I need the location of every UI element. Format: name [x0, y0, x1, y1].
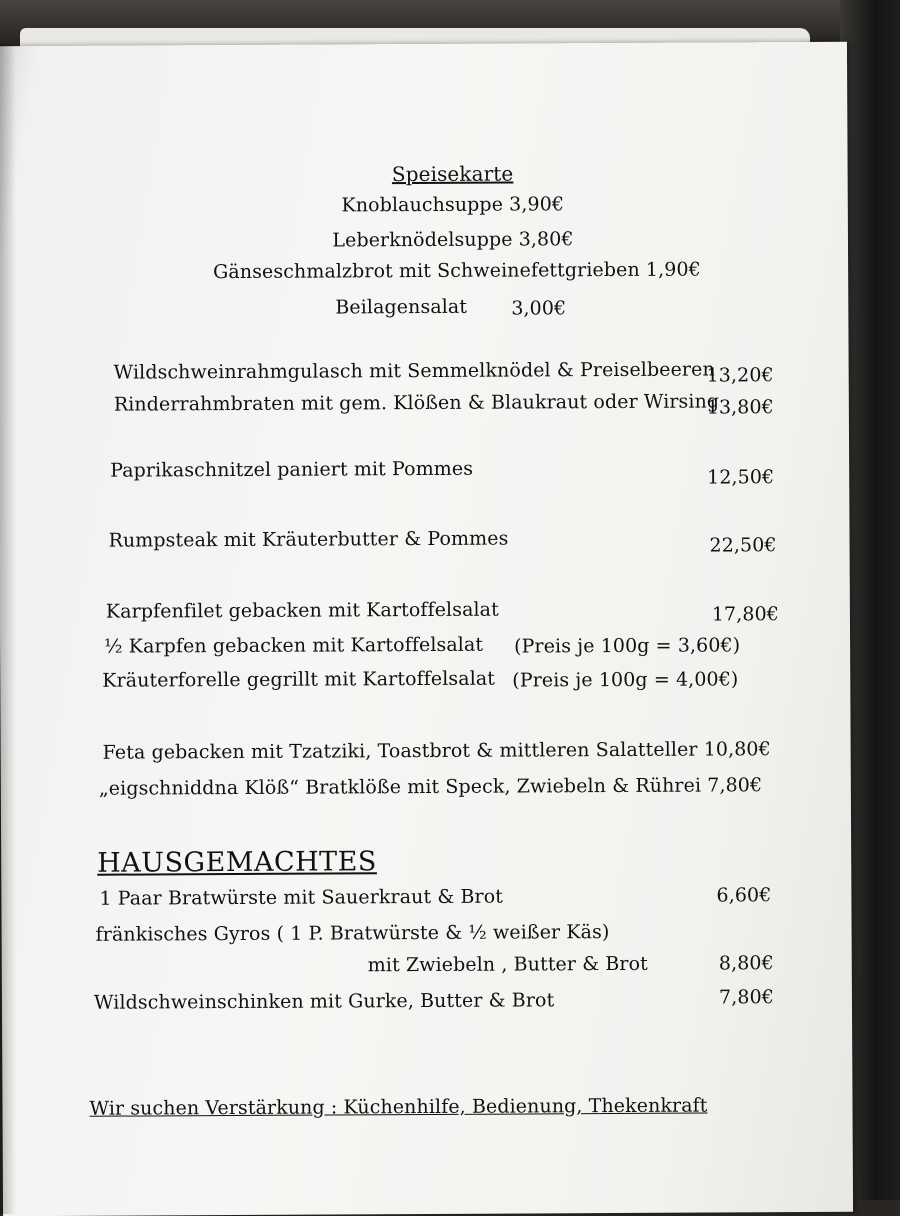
main-wildschweinrahmgulasch-name: Wildschweinrahmgulasch mit Semmelknödel & Preiselbeeren: [113, 358, 715, 384]
main-karpfenfilet-price: 17,80€: [711, 603, 779, 626]
main-kraeuterforelle-price: (Preis je 100g = 4,00€): [512, 668, 739, 692]
main-karpfenfilet-name: Karpfenfilet gebacken mit Kartoffelsalat: [105, 598, 499, 623]
main-bratkloesse: „eigschniddna Klöß“ Bratklöße mit Speck, Zwiebeln & Rührei 7,80€: [98, 774, 763, 800]
main-rumpsteak-name: Rumpsteak mit Kräuterbutter & Pommes: [108, 527, 509, 552]
main-halber-karpfen-price: (Preis je 100g = 3,60€): [514, 634, 741, 658]
page-edge-shadow: [0, 44, 16, 1214]
homemade-wildschweinschinken-price: 7,80€: [718, 986, 774, 1009]
main-kraeuterforelle-name: Kräuterforelle gegrillt mit Kartoffelsalat: [102, 667, 496, 692]
main-wildschweinrahmgulasch-price: 13,20€: [706, 364, 774, 387]
main-paprikaschnitzel-price: 12,50€: [707, 466, 775, 489]
main-halber-karpfen-name: ½ Karpfen gebacken mit Kartoffelsalat: [104, 633, 484, 658]
starter-gaenseschmalzbrot: Gänseschmalzbrot mit Schweinefettgrieben 1,90€: [213, 258, 701, 284]
starter-leberknoedelsuppe: Leberknödelsuppe 3,80€: [332, 228, 574, 252]
section-heading-hausgemachtes: HAUSGEMACHTES: [97, 846, 377, 879]
starter-beilagensalat-price: 3,00€: [511, 297, 567, 320]
main-feta-gebacken: Feta gebacken mit Tzatziki, Toastbrot & mittleren Salatteller 10,80€: [102, 738, 771, 764]
main-rumpsteak-price: 22,50€: [709, 534, 777, 557]
homemade-wildschweinschinken-name: Wildschweinschinken mit Gurke, Butter & Brot: [93, 989, 555, 1014]
starter-beilagensalat-name: Beilagensalat: [335, 295, 468, 319]
homemade-gyros-price: 8,80€: [718, 952, 774, 975]
main-rinderrahmbraten-name: Rinderrahmbraten mit gem. Klößen & Blaukraut oder Wirsing: [113, 390, 720, 416]
staff-wanted-notice: Wir suchen Verstärkung : Küchenhilfe, Bedienung, Thekenkraft: [89, 1094, 708, 1120]
homemade-gyros-name: fränkisches Gyros ( 1 P. Bratwürste & ½ weißer Käs): [95, 921, 610, 946]
main-paprikaschnitzel-name: Paprikaschnitzel paniert mit Pommes: [110, 457, 474, 482]
homemade-gyros-sides: mit Zwiebeln , Butter & Brot: [367, 952, 648, 977]
starter-knoblauchsuppe: Knoblauchsuppe 3,90€: [341, 193, 565, 217]
homemade-bratwuerste-price: 6,60€: [716, 884, 772, 907]
menu-page: [0, 42, 853, 1216]
main-rinderrahmbraten-price: 13,80€: [706, 396, 774, 419]
homemade-bratwuerste-name: 1 Paar Bratwürste mit Sauerkraut & Brot: [99, 885, 504, 910]
menu-title: Speisekarte: [391, 161, 514, 187]
